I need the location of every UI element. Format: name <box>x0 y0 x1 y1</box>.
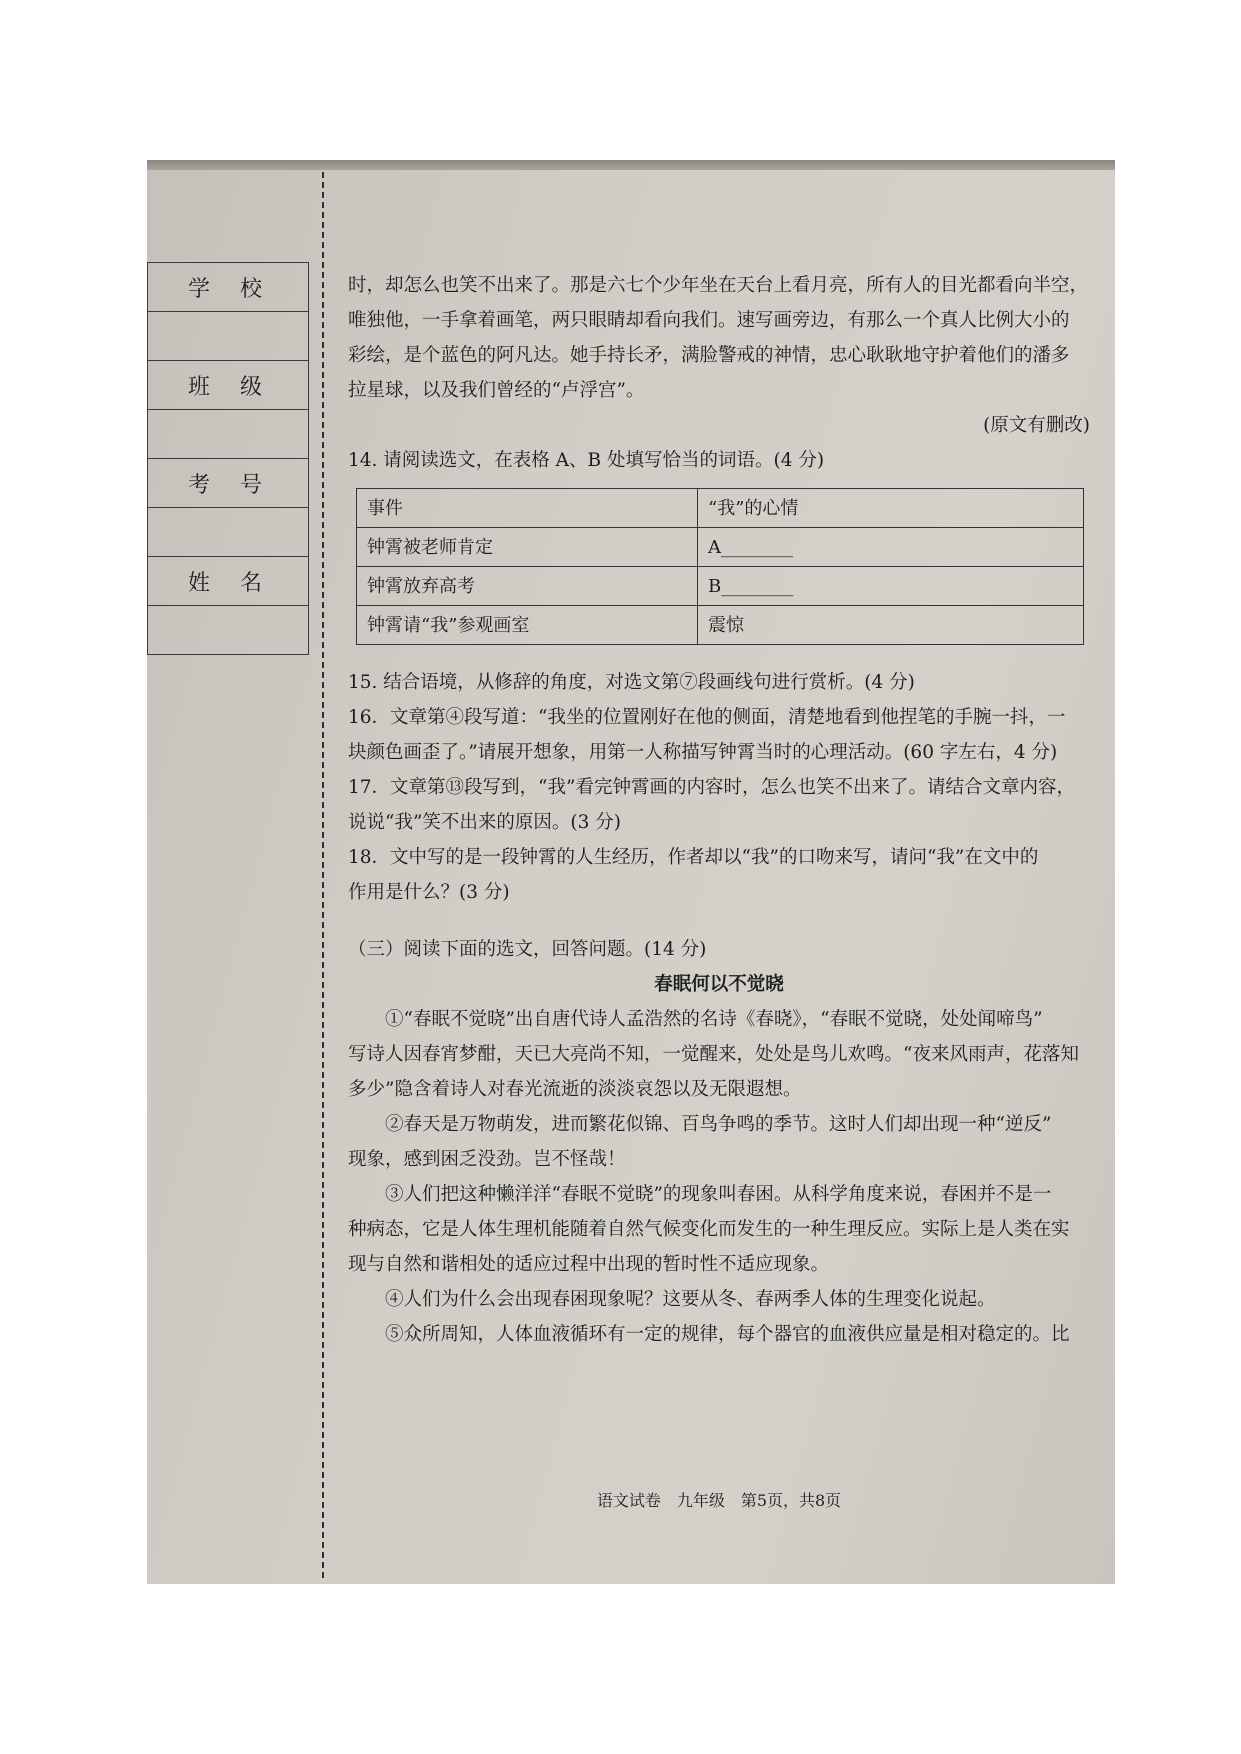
name-blank <box>148 606 309 655</box>
event-cell: 钟霄请“我”参观画室 <box>357 606 698 645</box>
question-18: 18．文中写的是一段钟霄的人生经历，作者却以“我”的口吻来写，请问“我”在文中的 <box>348 847 1039 868</box>
student-info-table <box>147 262 309 655</box>
question-17-cont: 说说“我”笑不出来的原因。(3 分) <box>348 812 622 833</box>
class-blank <box>148 410 309 459</box>
article-paragraph: 写诗人因春宵梦酣，天已大亮尚不知，一觉醒来，处处是鸟儿欢鸣。“夜来风雨声，花落知 <box>348 1044 1079 1065</box>
school-label: 学校 <box>148 263 309 312</box>
article-title: 春眠何以不觉晓 <box>654 974 784 995</box>
passage-line: 时，却怎么也笑不出来了。那是六七个少年坐在天台上看月亮，所有人的目光都看向半空， <box>348 275 1089 296</box>
name-label: 姓名 <box>148 557 309 606</box>
table-row <box>357 567 1084 606</box>
question-15: 15. 结合语境，从修辞的角度，对选文第⑦段画线句进行赏析。(4 分) <box>348 672 915 693</box>
class-label: 班级 <box>148 361 309 410</box>
question-14: 14. 请阅读选文，在表格 A、B 处填写恰当的词语。(4 分) <box>348 450 825 471</box>
question-18-cont: 作用是什么？(3 分) <box>348 882 510 903</box>
passage-line: 彩绘，是个蓝色的阿凡达。她手持长矛，满脸警戒的神情，忠心耿耿地守护着他们的潘多 <box>348 345 1070 366</box>
question-17: 17．文章第⑬段写到，“我”看完钟霄画的内容时，怎么也笑不出来了。请结合文章内容， <box>348 777 1075 798</box>
question-16-cont: 块颜色画歪了。”请展开想象，用第一人称描写钟霄当时的心理活动。(60 字左右，4 分) <box>348 742 1058 763</box>
mood-cell: B________ <box>698 567 1084 606</box>
table-row <box>357 606 1084 645</box>
exam-number-blank <box>148 508 309 557</box>
question-16: 16．文章第④段写道：“我坐的位置刚好在他的侧面，清楚地看到他捏笔的手腕一抖，一 <box>348 707 1066 728</box>
article-paragraph: 种病态，它是人体生理机能随着自然气候变化而发生的一种生理反应。实际上是人类在实 <box>348 1219 1070 1240</box>
school-blank <box>148 312 309 361</box>
event-cell: 钟霄放弃高考 <box>357 567 698 606</box>
section-3-heading: （三）阅读下面的选文，回答问题。(14 分) <box>348 939 707 960</box>
table-header-row <box>357 489 1084 528</box>
event-cell: 钟霄被老师肯定 <box>357 528 698 567</box>
answer-table <box>356 488 1084 645</box>
mood-cell: 震惊 <box>698 606 1084 645</box>
exam-number-label: 考号 <box>148 459 309 508</box>
article-paragraph: ①“春眠不觉晓”出自唐代诗人孟浩然的名诗《春晓》，“春眠不觉晓，处处闻啼鸟” <box>385 1009 1043 1030</box>
binding-dashed-line <box>322 172 324 1578</box>
article-paragraph: 现与自然和谐相处的适应过程中出现的暂时性不适应现象。 <box>348 1254 830 1275</box>
page-footer: 语文试卷 九年级 第5页，共8页 <box>596 1491 842 1510</box>
article-paragraph: 多少”隐含着诗人对春光流逝的淡淡哀怨以及无限遐想。 <box>348 1079 802 1100</box>
page-content <box>348 268 1090 1352</box>
article-paragraph: 现象，感到困乏没劲。岂不怪哉！ <box>348 1149 626 1170</box>
passage-line: 拉星球，以及我们曾经的“卢浮宫”。 <box>348 380 645 401</box>
table-row <box>357 528 1084 567</box>
source-note: (原文有删改) <box>983 415 1090 436</box>
article-paragraph: ⑤众所周知，人体血液循环有一定的规律，每个器官的血液供应量是相对稳定的。比 <box>385 1324 1070 1345</box>
header-mood: “我”的心情 <box>698 489 1084 528</box>
header-event: 事件 <box>357 489 698 528</box>
mood-cell: A________ <box>698 528 1084 567</box>
article-paragraph: ③人们把这种懒洋洋“春眠不觉晓”的现象叫春困。从科学角度来说，春困并不是一 <box>385 1184 1052 1205</box>
passage-line: 唯独他，一手拿着画笔，两只眼睛却看向我们。速写画旁边，有那么一个真人比例大小的 <box>348 310 1070 331</box>
article-paragraph: ④人们为什么会出现春困现象呢？这要从冬、春两季人体的生理变化说起。 <box>385 1289 996 1310</box>
article-paragraph: ②春天是万物萌发，进而繁花似锦、百鸟争鸣的季节。这时人们却出现一种“逆反” <box>385 1114 1052 1135</box>
